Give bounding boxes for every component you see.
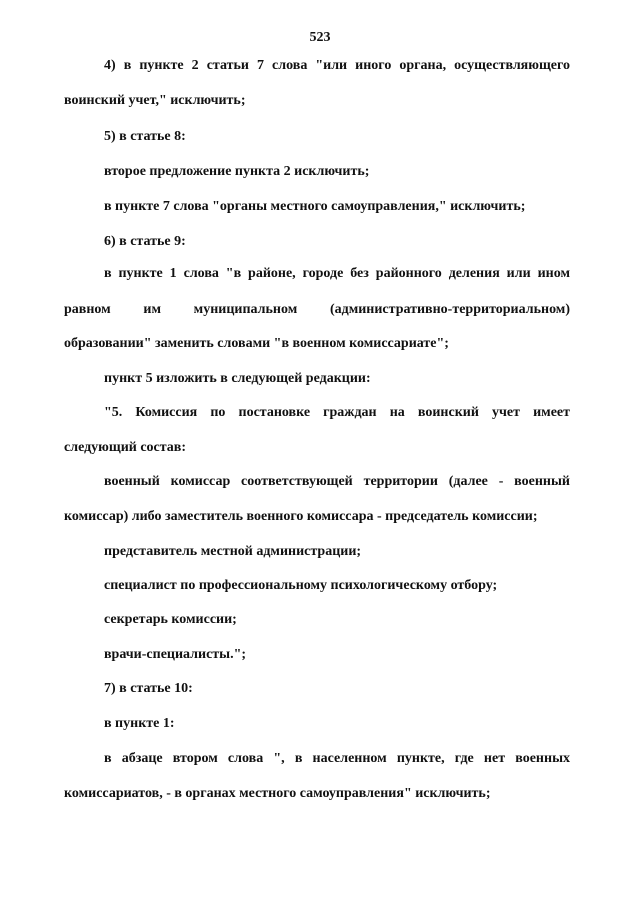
text-line: комиссариатов, - в органах местного самоуправления" исключить;	[64, 786, 491, 801]
text-line: в пункте 7 слова "органы местного самоуправления," исключить;	[104, 199, 526, 214]
text-line: "5. Комиссия по постановке граждан на воинский учет имеет	[104, 405, 570, 420]
page-number: 523	[309, 30, 331, 45]
text-line: образовании" заменить словами "в военном комиссариате";	[64, 336, 449, 351]
text-line: представитель местной администрации;	[104, 544, 362, 559]
text-line: секретарь комиссии;	[104, 612, 237, 627]
text-line: военный комиссар соответствующей территории (далее - военный	[104, 474, 570, 489]
text-line: специалист по профессиональному психологическому отбору;	[104, 578, 498, 593]
text-line: в пункте 1 слова "в районе, городе без районного деления или ином	[104, 266, 570, 281]
text-line: 7) в статье 10:	[104, 681, 193, 696]
text-line: в пункте 1:	[104, 716, 175, 731]
text-line: в абзаце втором слова ", в населенном пункте, где нет военных	[104, 751, 570, 766]
text-line: 4) в пункте 2 статьи 7 слова "или иного органа, осуществляющего	[104, 58, 570, 73]
text-line: 5) в статье 8:	[104, 129, 186, 144]
text-line: пункт 5 изложить в следующей редакции:	[104, 371, 371, 386]
text-line: врачи-специалисты.";	[104, 647, 247, 662]
text-line: 6) в статье 9:	[104, 234, 186, 249]
text-line: следующий состав:	[64, 440, 187, 455]
text-line: комиссар) либо заместитель военного комиссара - председатель комиссии;	[64, 509, 538, 524]
text-line: второе предложение пункта 2 исключить;	[104, 164, 370, 179]
text-line: воинский учет," исключить;	[64, 93, 246, 108]
text-line: равном им муниципальном (административно-территориальном)	[64, 302, 570, 317]
